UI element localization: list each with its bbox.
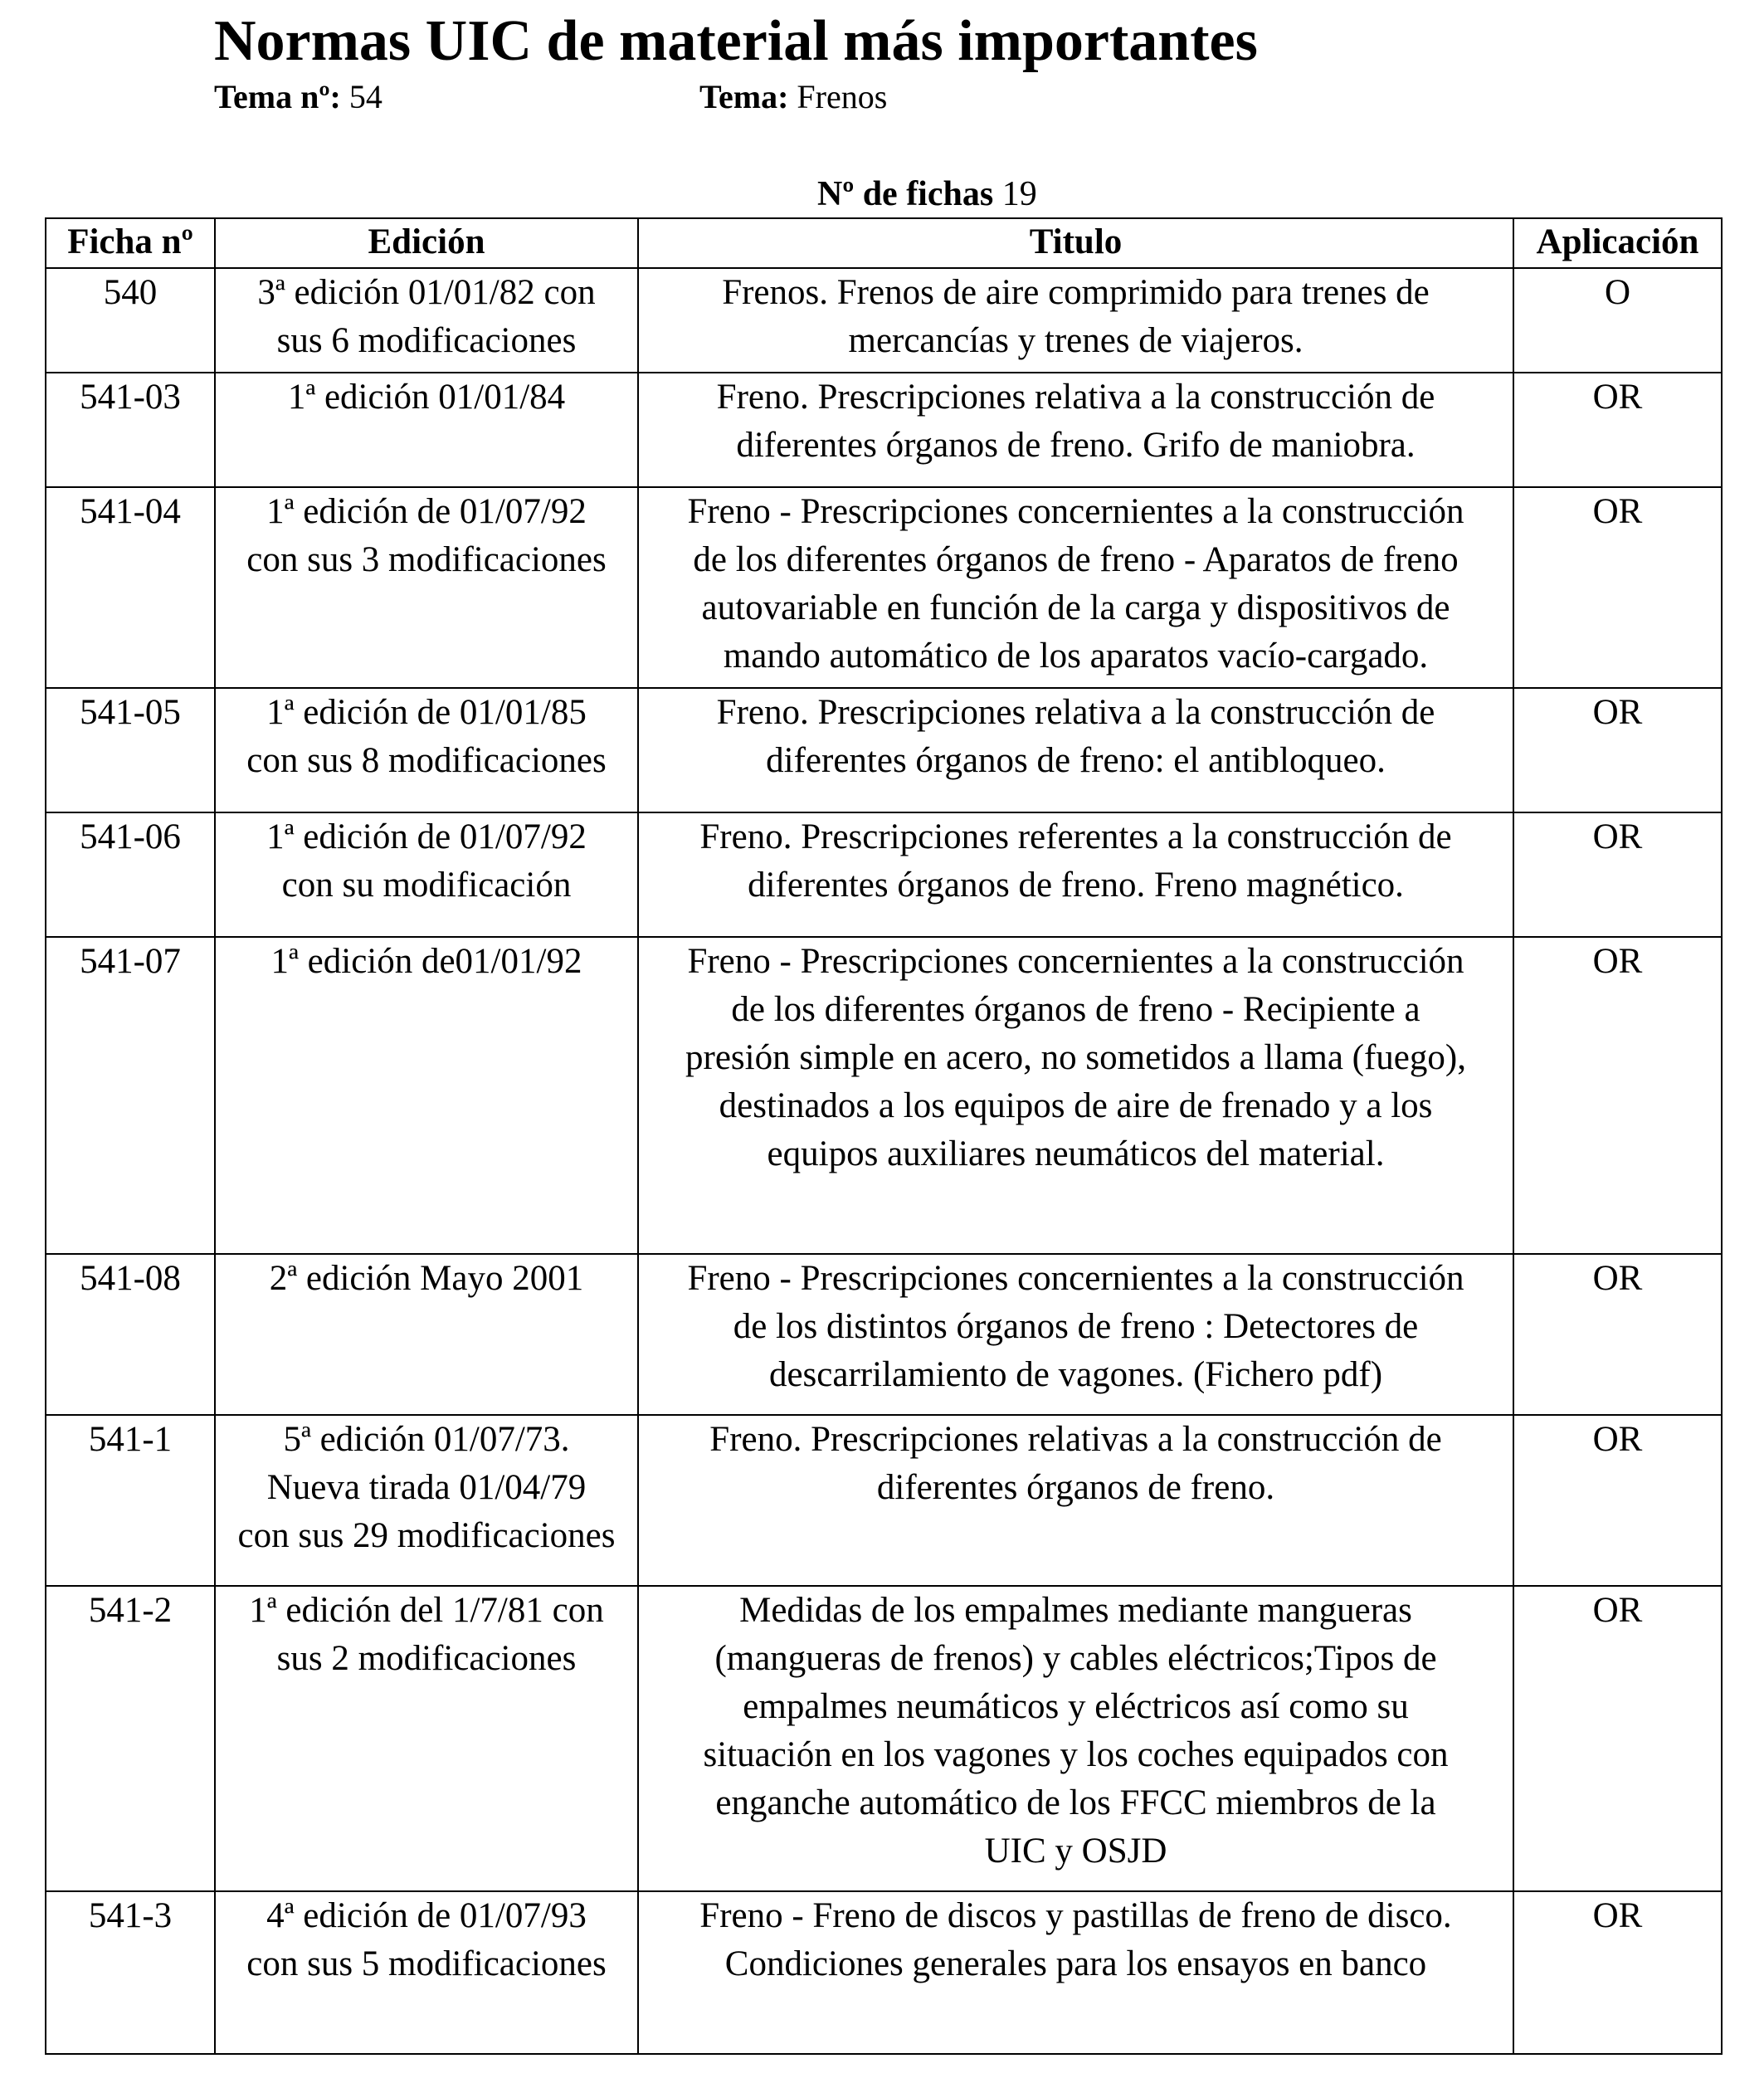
edicion-cell: 4ª edición de 01/07/93 con sus 5 modificaciones [215, 1891, 638, 2054]
edicion-cell: 1ª edición de 01/07/92 con su modificación [215, 812, 638, 937]
column-header-aplicacion: Aplicación [1513, 218, 1722, 268]
page-title: Normas UIC de material más importantes [214, 9, 1258, 73]
table-body [46, 268, 1722, 2054]
aplicacion-cell: OR [1513, 1254, 1722, 1415]
ficha-cell: 540 [46, 268, 215, 373]
edicion-cell: 1ª edición 01/01/84 [215, 373, 638, 487]
aplicacion-cell: OR [1513, 487, 1722, 688]
table-header-row [46, 218, 1722, 268]
tema-name-label: Tema: [699, 78, 789, 115]
titulo-cell: Freno - Freno de discos y pastillas de freno de disco. Condiciones generales para los ensayos en banco [638, 1891, 1513, 2054]
aplicacion-cell: OR [1513, 1891, 1722, 2054]
table-row [46, 1586, 1722, 1891]
tema-name-value: Frenos [797, 78, 888, 115]
edicion-cell: 1ª edición del 1/7/81 con sus 2 modificaciones [215, 1586, 638, 1891]
edicion-cell: 1ª edición de 01/01/85 con sus 8 modificaciones [215, 688, 638, 812]
table-row [46, 1254, 1722, 1415]
ficha-cell: 541-3 [46, 1891, 215, 2054]
titulo-cell: Medidas de los empalmes mediante mangueras (mangueras de frenos) y cables eléctricos;Tipos de empalmes neumáticos y eléctricos así como su situación en los vagones y los coches equipados con enganche automático de los FFCC miembros de la UIC y OSJD [638, 1586, 1513, 1891]
aplicacion-cell: OR [1513, 1415, 1722, 1586]
column-header-titulo: Titulo [638, 218, 1513, 268]
edicion-cell: 1ª edición de 01/07/92 con sus 3 modificaciones [215, 487, 638, 688]
edicion-cell: 1ª edición de01/01/92 [215, 937, 638, 1254]
ficha-cell: 541-05 [46, 688, 215, 812]
column-header-ficha: Ficha nº [46, 218, 215, 268]
fichas-count-label: Nº de fichas [817, 175, 994, 213]
aplicacion-cell: OR [1513, 688, 1722, 812]
titulo-cell: Freno - Prescripciones concernientes a la construcción de los diferentes órganos de freno - Recipiente a presión simple en acero, no sometidos a llama (fuego), destinados a los equipos de aire de frenado y a los equipos auxiliares neumáticos del material. [638, 937, 1513, 1254]
fichas-count-value: 19 [1001, 175, 1037, 213]
tema-number-label: Tema nº: [214, 78, 341, 115]
titulo-cell: Freno - Prescripciones concernientes a la construcción de los diferentes órganos de freno - Aparatos de freno autovariable en función de la carga y dispositivos de mando automático de los aparatos vacío-cargado. [638, 487, 1513, 688]
fichas-count [817, 173, 1037, 216]
table-row [46, 937, 1722, 1254]
titulo-cell: Freno - Prescripciones concernientes a la construcción de los distintos órganos de freno : Detectores de descarrilamiento de vagones. (Fichero pdf) [638, 1254, 1513, 1415]
tema-number-value: 54 [348, 78, 383, 115]
edicion-cell: 5ª edición 01/07/73. Nueva tirada 01/04/79 con sus 29 modificaciones [215, 1415, 638, 1586]
ficha-cell: 541-03 [46, 373, 215, 487]
aplicacion-cell: OR [1513, 373, 1722, 487]
titulo-cell: Freno. Prescripciones relativa a la construcción de diferentes órganos de freno: el antibloqueo. [638, 688, 1513, 812]
ficha-cell: 541-1 [46, 1415, 215, 1586]
ficha-cell: 541-04 [46, 487, 215, 688]
table-row [46, 487, 1722, 688]
table-row [46, 688, 1722, 812]
titulo-cell: Frenos. Frenos de aire comprimido para trenes de mercancías y trenes de viajeros. [638, 268, 1513, 373]
ficha-cell: 541-06 [46, 812, 215, 937]
edicion-cell: 3ª edición 01/01/82 con sus 6 modificaciones [215, 268, 638, 373]
aplicacion-cell: O [1513, 268, 1722, 373]
aplicacion-cell: OR [1513, 812, 1722, 937]
tema-name [699, 76, 887, 118]
ficha-cell: 541-2 [46, 1586, 215, 1891]
titulo-cell: Freno. Prescripciones relativas a la construcción de diferentes órganos de freno. [638, 1415, 1513, 1586]
ficha-cell: 541-07 [46, 937, 215, 1254]
titulo-cell: Freno. Prescripciones referentes a la construcción de diferentes órganos de freno. Freno magnético. [638, 812, 1513, 937]
tema-number [214, 76, 383, 118]
titulo-cell: Freno. Prescripciones relativa a la construcción de diferentes órganos de freno. Grifo de maniobra. [638, 373, 1513, 487]
fichas-table [45, 217, 1723, 2055]
ficha-cell: 541-08 [46, 1254, 215, 1415]
column-header-edicion: Edición [215, 218, 638, 268]
table-row [46, 268, 1722, 373]
table-row [46, 373, 1722, 487]
aplicacion-cell: OR [1513, 937, 1722, 1254]
table-row [46, 1415, 1722, 1586]
edicion-cell: 2ª edición Mayo 2001 [215, 1254, 638, 1415]
table-row [46, 1891, 1722, 2054]
aplicacion-cell: OR [1513, 1586, 1722, 1891]
table-row [46, 812, 1722, 937]
